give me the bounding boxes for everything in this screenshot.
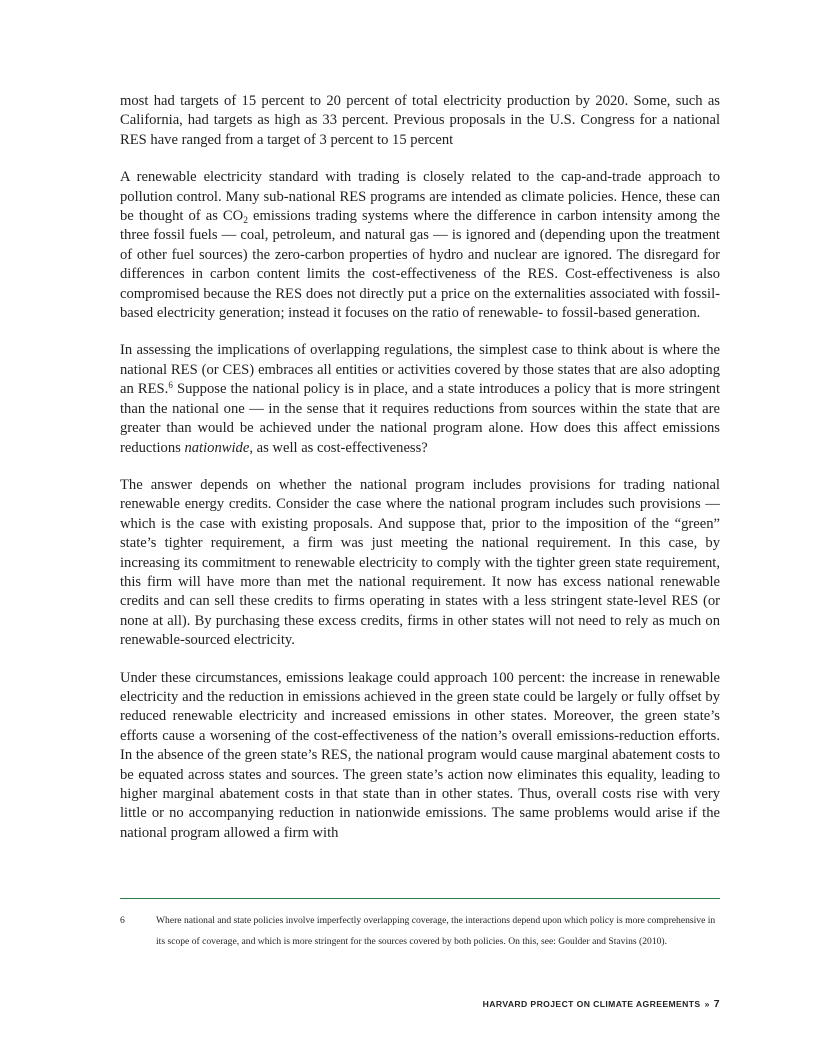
footnote-number: 6 — [120, 915, 125, 926]
paragraph-2 — [120, 168, 720, 323]
paragraph-3-part-b: Suppose the national policy is in place, and a state introduces a policy that is more stringent than the national one — in the sense that it requires reductions from sources within the state that are greater than would be achieved under the national program alone. How does this affect emissions reductions — [120, 381, 721, 456]
page-number: 7 — [713, 998, 720, 1010]
nationwide-emphasis: nationwide — [184, 439, 250, 456]
footer-separator: » — [704, 999, 710, 1009]
footnote-divider — [120, 898, 720, 899]
footnote-text: Where national and state policies involve imperfectly overlapping coverage, the interactions depend upon which policy is more comprehensive in its scope of coverage, and which is more stringent for the sources covered by both policies. On this, see: Goulder and Stavins (2010). — [156, 915, 716, 947]
paragraph-1: most had targets of 15 percent to 20 percent of total electricity production by 2020. Some, such as California, had targets as high as 33 percent. Previous proposals in the U.S. Congress for a national RES have ranged from a target of 3 percent to 15 percent — [120, 93, 720, 148]
paragraph-3-part-a: In assessing the implications of overlapping regulations, the simplest case to think about is where the national RES (or CES) embraces all entities or activities covered by those states that are also adopting an RES. — [120, 342, 720, 398]
paragraph-2-part-b: emissions trading systems where the difference in carbon intensity among the three fossil fuels — coal, petroleum, and natural gas — is ignored and (depending upon the treatment of other fuel sources) the zero-carbon properties of hydro and nuclear are ignored. The disregard for differences in carbon content limits the cost-effectiveness of the RES. Cost-effectiveness is also compromised because the RES does not directly put a price on the externalities associated with fossil-based electricity generation; instead it focuses on the ratio of renewable- to fossil-based generation. — [120, 208, 720, 322]
footer-label: HARVARD PROJECT ON CLIMATE AGREEMENTS — [482, 999, 701, 1009]
paragraph-3 — [120, 341, 720, 457]
footnote-6 — [120, 910, 720, 952]
main-text — [120, 92, 720, 861]
paragraph-3-part-c: , as well as cost-effectiveness? — [249, 439, 428, 456]
page-footer — [483, 998, 720, 1010]
footnote-ref-6[interactable]: 6 — [168, 380, 173, 391]
paragraph-4: The answer depends on whether the national program includes provisions for trading national renewable energy credits. Consider the case where the national program includes such provisions — which is the case with existing proposals. And suppose that, prior to the imposition of the “green” state’s tighter requirement, a firm was just meeting the national requirement. In this case, by increasing its commitment to renewable electricity to comply with the tighter green state requirement, this firm will have more than met the national requirement. It now has excess national renewable credits and can sell these credits to firms operating in states with a less stringent state-level RES (or none at all). By purchasing these excess credits, firms in other states will not need to rely as much on renewable-sourced electricity. — [120, 476, 720, 649]
co2-subscript: 2 — [243, 216, 248, 227]
paragraph-2-part-a: A renewable electricity standard with trading is closely related to the cap-and-trade approach to pollution control. Many sub-national RES programs are intended as climate policies. Hence, these can be thought of as CO — [120, 169, 720, 225]
paragraph-5: Under these circumstances, emissions leakage could approach 100 percent: the increase in renewable electricity and the reduction in emissions achieved in the green state could be largely or fully offset by reduced renewable electricity and increased emissions in other states. Moreover, the green state’s efforts cause a worsening of the cost-effectiveness of the nation’s overall emissions-reduction efforts. In the absence of the green state’s RES, the national program would cause marginal abatement costs to be equated across states and sources. The green state’s action now eliminates this equality, leading to higher marginal abatement costs in that state than in other states. Thus, overall costs rise with very little or no accompanying reduction in nationwide emissions. The same problems would arise if the national program allowed a firm with — [120, 669, 720, 841]
